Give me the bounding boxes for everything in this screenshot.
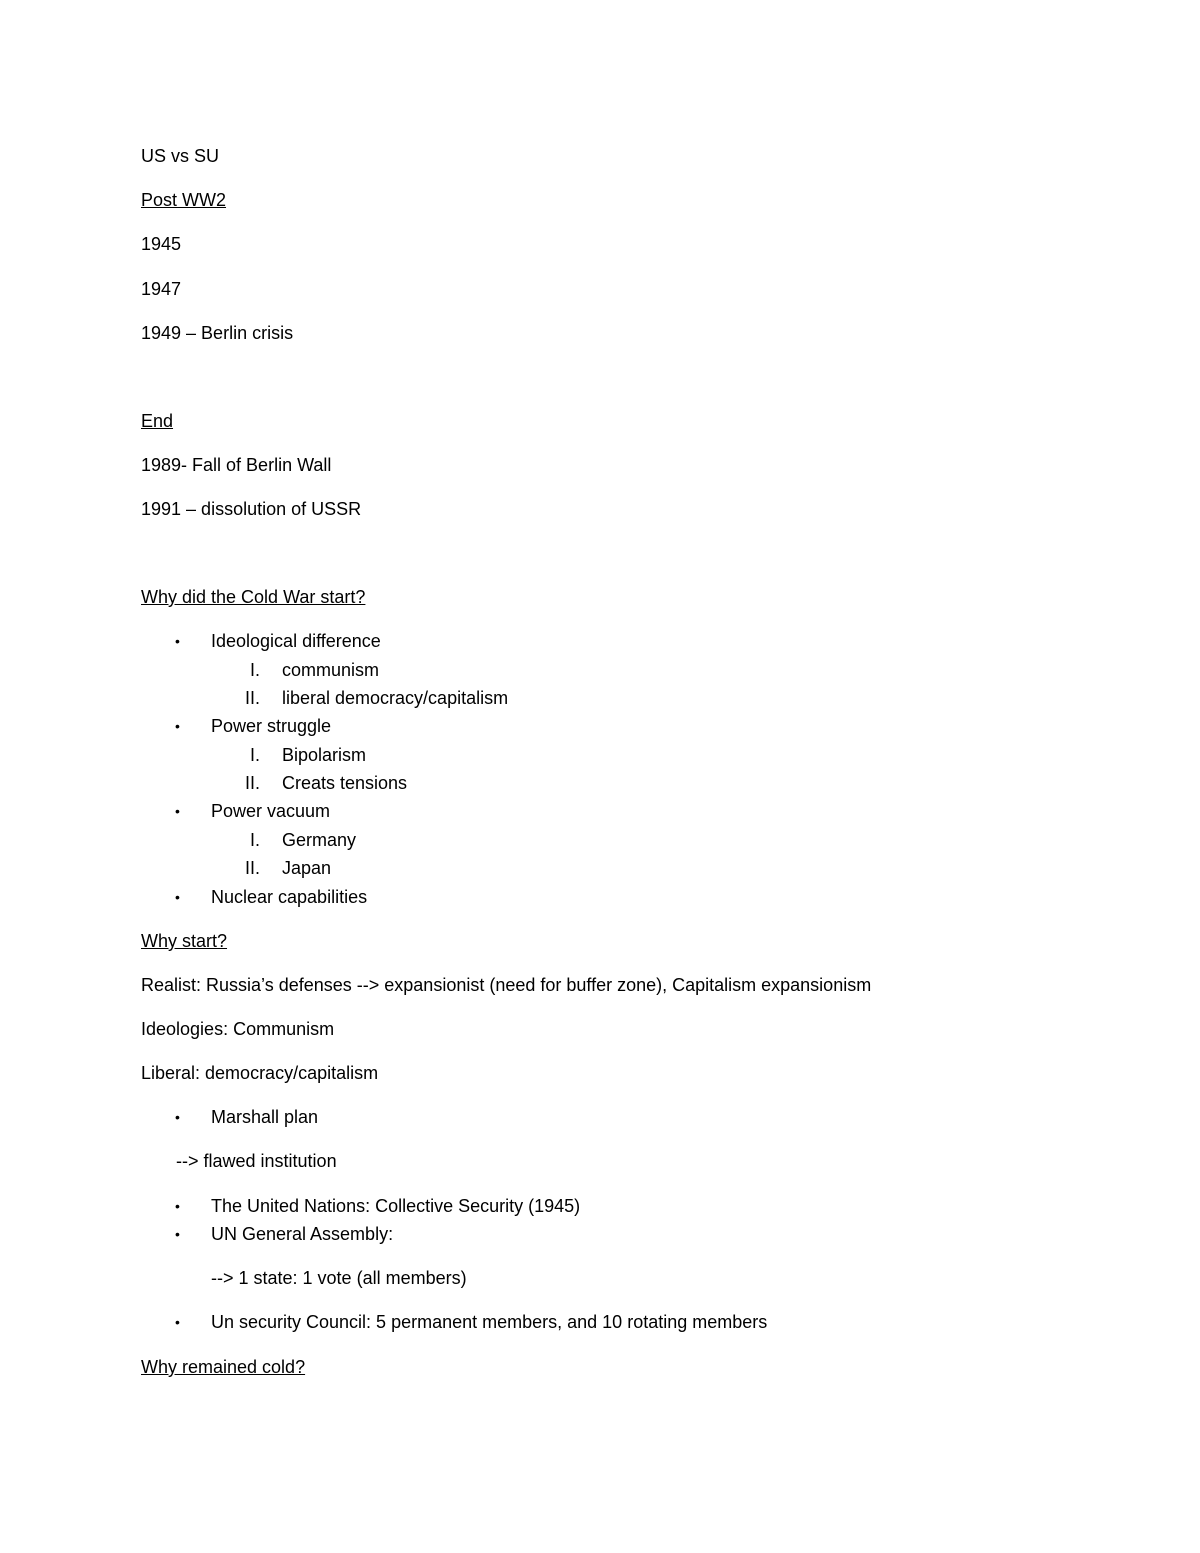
bullet-icon: • xyxy=(175,1314,180,1330)
bullet-icon: • xyxy=(175,803,180,819)
why-start-short-heading: Why start? xyxy=(141,931,228,951)
bullet-icon: • xyxy=(175,633,180,649)
date-line: 1947 xyxy=(141,279,182,299)
list-item: Un security Council: 5 permanent members, and 10 rotating members xyxy=(211,1312,768,1332)
date-line: 1949 – Berlin crisis xyxy=(141,323,294,343)
why-remained-cold-heading: Why remained cold? xyxy=(141,1357,306,1377)
sub-list-item: communism xyxy=(282,660,380,680)
list-item: Power vacuum xyxy=(211,801,331,821)
date-line: 1945 xyxy=(141,234,182,254)
sub-list-item: Bipolarism xyxy=(282,745,367,765)
post-ww2-heading: Post WW2 xyxy=(141,190,227,210)
bullet-icon: • xyxy=(175,1198,180,1214)
flawed-institution-line: --> flawed institution xyxy=(176,1151,337,1171)
sub-list-item: Creats tensions xyxy=(282,773,408,793)
document-title: US vs SU xyxy=(141,146,220,166)
bullet-icon: • xyxy=(175,1109,180,1125)
date-line: 1989- Fall of Berlin Wall xyxy=(141,455,332,475)
sub-list-item: Germany xyxy=(282,830,357,850)
ideologies-line: Ideologies: Communism xyxy=(141,1019,335,1039)
list-item: Marshall plan xyxy=(211,1107,319,1127)
list-item: The United Nations: Collective Security (1945) xyxy=(211,1196,581,1216)
list-item: UN General Assembly: xyxy=(211,1224,394,1244)
end-heading: End xyxy=(141,411,174,431)
bullet-icon: • xyxy=(175,718,180,734)
list-item: Ideological difference xyxy=(211,631,381,651)
realist-line: Realist: Russia’s defenses --> expansionist (need for buffer zone), Capitalism expansionism xyxy=(141,975,872,995)
roman-numeral: I. xyxy=(249,830,260,850)
bullet-icon: • xyxy=(175,889,180,905)
roman-numeral: II. xyxy=(244,773,260,793)
why-start-heading: Why did the Cold War start? xyxy=(141,587,366,607)
liberal-line: Liberal: democracy/capitalism xyxy=(141,1063,379,1083)
roman-numeral: I. xyxy=(249,660,260,680)
sub-list-item: liberal democracy/capitalism xyxy=(282,688,509,708)
roman-numeral: I. xyxy=(249,745,260,765)
date-line: 1991 – dissolution of USSR xyxy=(141,499,362,519)
list-item: Nuclear capabilities xyxy=(211,887,368,907)
roman-numeral: II. xyxy=(244,688,260,708)
bullet-icon: • xyxy=(175,1226,180,1242)
one-vote-line: --> 1 state: 1 vote (all members) xyxy=(211,1268,467,1288)
sub-list-item: Japan xyxy=(282,858,332,878)
list-item: Power struggle xyxy=(211,716,332,736)
roman-numeral: II. xyxy=(244,858,260,878)
